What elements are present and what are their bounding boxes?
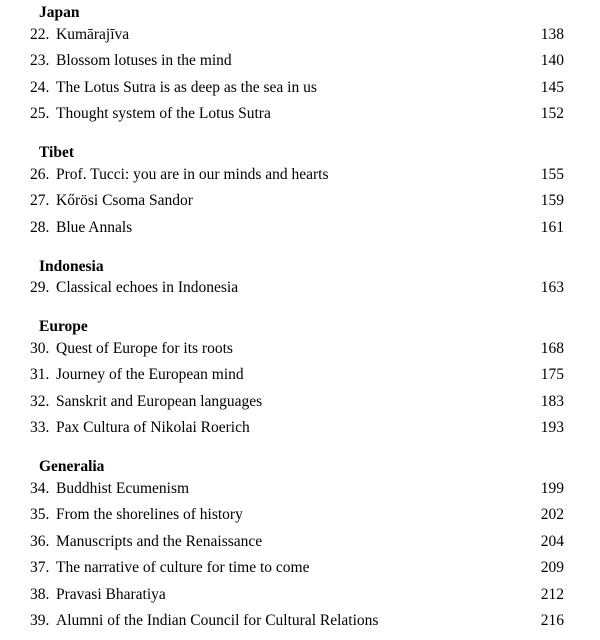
section-heading: Indonesia bbox=[39, 257, 104, 275]
toc-entry-title[interactable]: Kőrösi Csoma Sandor bbox=[56, 192, 193, 210]
toc-entry-page-number: 175 bbox=[540, 366, 564, 384]
toc-entry-page-number: 155 bbox=[540, 165, 564, 183]
toc-entry-page-number: 202 bbox=[540, 506, 564, 524]
toc-entry[interactable] bbox=[30, 48, 564, 75]
section-spacer bbox=[30, 241, 564, 258]
toc-entry[interactable] bbox=[30, 415, 564, 442]
toc-entry-page-number: 163 bbox=[540, 279, 564, 297]
toc-entry[interactable] bbox=[30, 101, 564, 128]
toc-entry-page-number: 209 bbox=[540, 559, 564, 577]
toc-entry-title[interactable]: The narrative of culture for time to come bbox=[56, 559, 310, 577]
toc-entry[interactable] bbox=[30, 502, 564, 529]
toc-entry-number: 28. bbox=[30, 218, 50, 236]
toc-entry-title[interactable]: Thought system of the Lotus Sutra bbox=[56, 105, 271, 123]
section-heading: Tibet bbox=[39, 144, 75, 162]
toc-entry[interactable] bbox=[30, 388, 564, 415]
toc-entry-page-number: 152 bbox=[540, 105, 564, 123]
toc-entry-page-number: 168 bbox=[540, 339, 564, 357]
toc-entry-page-number: 216 bbox=[540, 612, 564, 630]
toc-entry-page-number: 145 bbox=[540, 78, 564, 96]
section-heading: Europe bbox=[39, 318, 88, 336]
toc-entry-title[interactable]: The Lotus Sutra is as deep as the sea in us bbox=[56, 78, 317, 96]
toc-entry-title[interactable]: Manuscripts and the Renaissance bbox=[56, 532, 263, 550]
toc-entry-number: 33. bbox=[30, 419, 50, 437]
toc-entry-number: 36. bbox=[30, 532, 50, 550]
toc-entry[interactable] bbox=[30, 608, 564, 635]
toc-entry[interactable] bbox=[30, 74, 564, 101]
toc-entry-title[interactable]: Kumārajīva bbox=[56, 25, 130, 43]
toc-entry-title[interactable]: Blossom lotuses in the mind bbox=[56, 52, 232, 70]
toc-entry-number: 34. bbox=[30, 479, 50, 497]
toc-entry-number: 37. bbox=[30, 559, 50, 577]
toc-entry-number: 31. bbox=[30, 366, 50, 384]
toc-entry-title[interactable]: Journey of the European mind bbox=[56, 366, 244, 384]
section-spacer bbox=[30, 127, 564, 144]
toc-entry-number: 38. bbox=[30, 585, 50, 603]
toc-entry-number: 26. bbox=[30, 165, 50, 183]
table-of-contents bbox=[30, 0, 564, 634]
toc-entry[interactable] bbox=[30, 555, 564, 582]
section-heading: Generalia bbox=[39, 458, 105, 476]
toc-entry-page-number: 199 bbox=[540, 479, 564, 497]
toc-entry-number: 23. bbox=[30, 52, 50, 70]
toc-entry-number: 25. bbox=[30, 105, 50, 123]
toc-entry-title[interactable]: Pax Cultura of Nikolai Roerich bbox=[56, 419, 250, 437]
section-spacer bbox=[30, 441, 564, 458]
toc-entry-title[interactable]: Prof. Tucci: you are in our minds and hearts bbox=[56, 165, 329, 183]
toc-entry[interactable] bbox=[30, 362, 564, 389]
toc-entry-title[interactable]: Pravasi Bharatiya bbox=[56, 585, 166, 603]
toc-entry-number: 29. bbox=[30, 279, 50, 297]
toc-entry[interactable] bbox=[30, 581, 564, 608]
toc-entry-page-number: 193 bbox=[540, 419, 564, 437]
toc-entry-title[interactable]: Classical echoes in Indonesia bbox=[56, 279, 239, 297]
toc-entry-page-number: 204 bbox=[540, 532, 564, 550]
toc-entry-number: 30. bbox=[30, 339, 50, 357]
toc-entry-page-number: 183 bbox=[540, 392, 564, 410]
toc-entry[interactable] bbox=[30, 475, 564, 502]
toc-entry-number: 32. bbox=[30, 392, 50, 410]
toc-entry[interactable] bbox=[30, 188, 564, 215]
toc-entry[interactable] bbox=[30, 21, 564, 48]
toc-entry-number: 27. bbox=[30, 192, 50, 210]
toc-entry-title[interactable]: Quest of Europe for its roots bbox=[56, 339, 233, 357]
toc-entry[interactable] bbox=[30, 214, 564, 241]
toc-entry-number: 24. bbox=[30, 78, 50, 96]
toc-entry-title[interactable]: Sanskrit and European languages bbox=[56, 392, 263, 410]
toc-entry-title[interactable]: Alumni of the Indian Council for Cultural Relations bbox=[56, 612, 379, 630]
section-spacer bbox=[30, 301, 564, 318]
toc-entry[interactable] bbox=[30, 528, 564, 555]
toc-entry-number: 35. bbox=[30, 506, 50, 524]
toc-entry-page-number: 161 bbox=[540, 218, 564, 236]
toc-entry-page-number: 138 bbox=[540, 25, 564, 43]
toc-entry[interactable] bbox=[30, 335, 564, 362]
toc-entry-title[interactable]: Buddhist Ecumenism bbox=[56, 479, 190, 497]
toc-entry-title[interactable]: Blue Annals bbox=[56, 218, 133, 236]
toc-entry-page-number: 159 bbox=[540, 192, 564, 210]
toc-entry-title[interactable]: From the shorelines of history bbox=[56, 506, 243, 524]
toc-entry[interactable] bbox=[30, 275, 564, 302]
toc-entry[interactable] bbox=[30, 161, 564, 188]
section-heading: Japan bbox=[39, 4, 80, 21]
toc-entry-number: 39. bbox=[30, 612, 50, 630]
toc-entry-page-number: 212 bbox=[540, 585, 564, 603]
toc-entry-number: 22. bbox=[30, 25, 50, 43]
toc-entry-page-number: 140 bbox=[540, 52, 564, 70]
